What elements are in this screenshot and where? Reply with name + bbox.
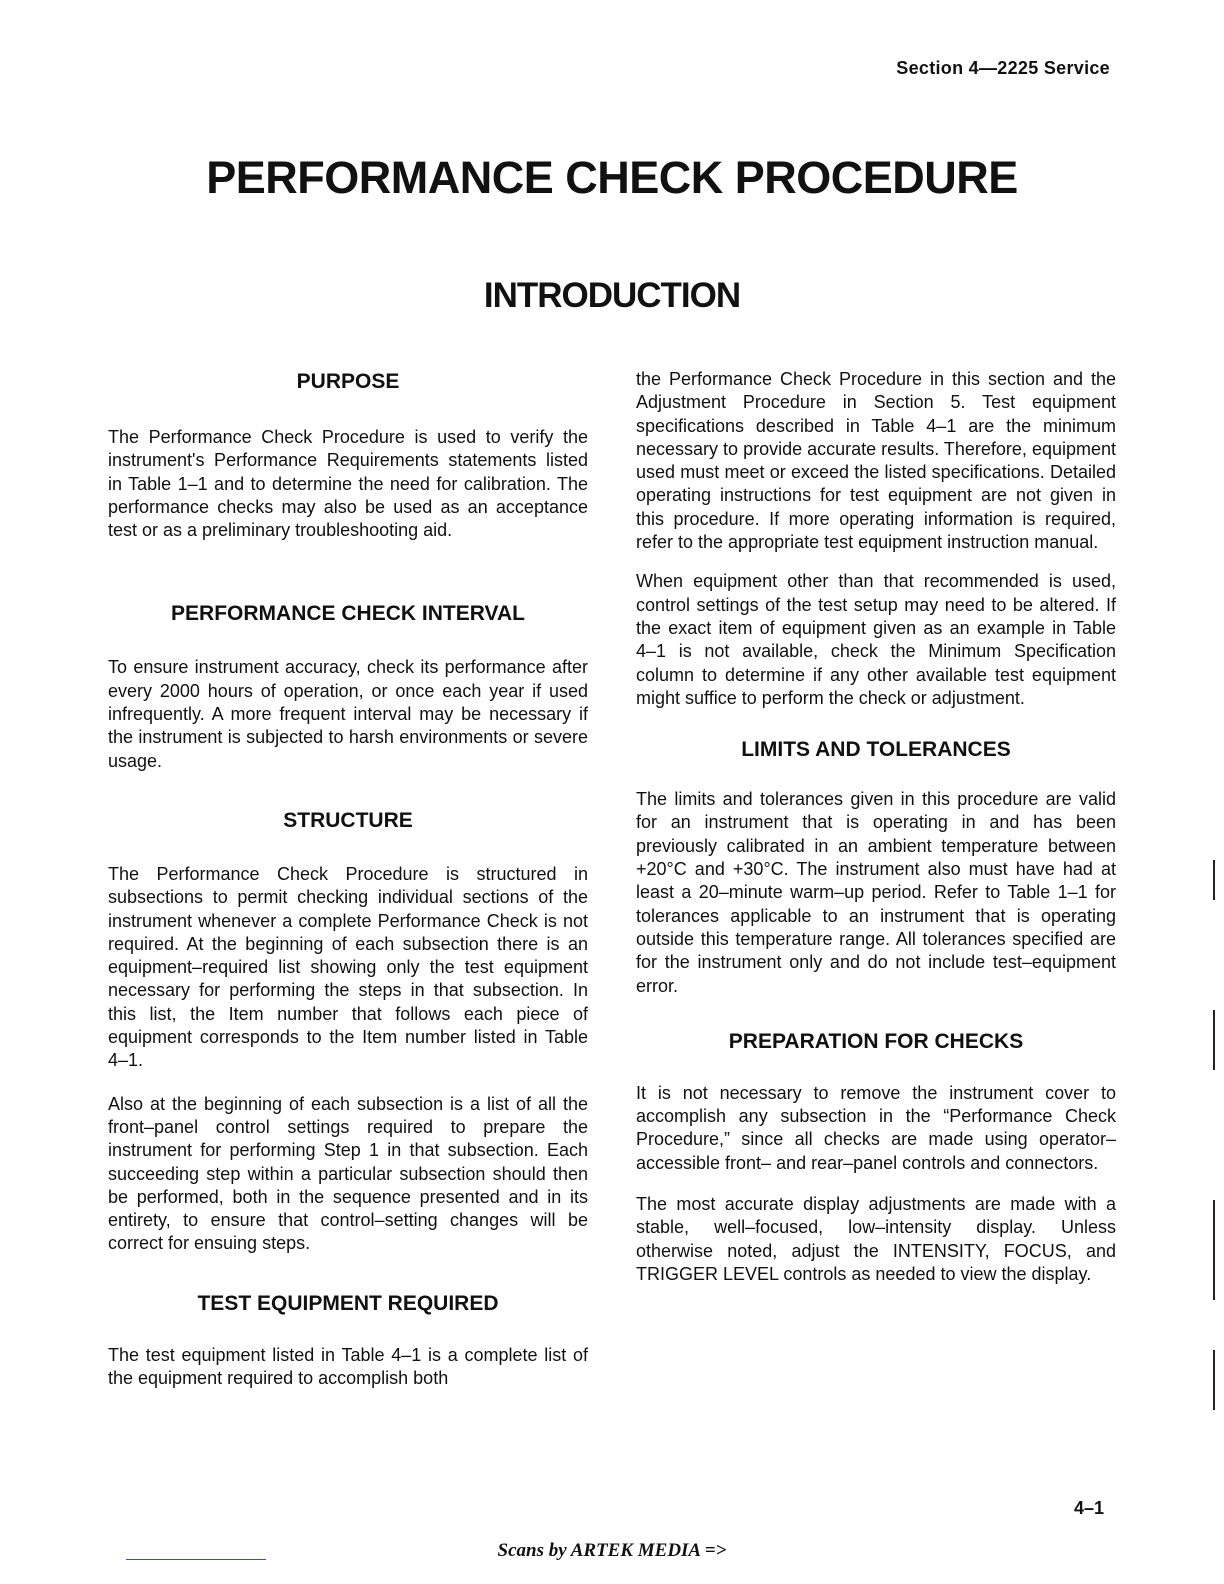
- scan-edge-mark: [1213, 1350, 1215, 1410]
- right-paragraph-1: the Performance Check Procedure in this section and the Adjustment Procedure in Section 5. Test equipment specifications described in Table 4–1 are the minimum necessary to provide accurate results. Therefore, equipment used must meet or exceed the listed specifications. Detailed operating instructions for test equipment are not given in this procedure. If more operating information is required, refer to the appropriate test equipment instruction manual.: [636, 369, 1116, 553]
- preparation-paragraph-2: The most accurate display adjustments are made with a stable, well–focused, low–intensity display. Unless otherwise noted, adjust the INTENSITY, FOCUS, and TRIGGER LEVEL controls as needed to view the display.: [636, 1194, 1116, 1284]
- limits-heading: LIMITS AND TOLERANCES: [741, 738, 1011, 762]
- section-title: INTRODUCTION: [483, 276, 741, 315]
- limits-paragraph: The limits and tolerances given in this procedure are valid for an instrument that is operating in and has been previously calibrated in an ambient temperature between +20°C and +30°C. The instrument also must have had at least a 20–minute warm–up period. Refer to Table 1–1 for tolerances applicable to an instrument that is operating outside this temperature range. All tolerances specified are for the instrument only and do not include test–equipment error.: [636, 789, 1116, 996]
- scan-credit: Scans by ARTEK MEDIA =>: [497, 1540, 727, 1561]
- scan-edge-mark: [1213, 1200, 1215, 1300]
- structure-paragraph-2: Also at the beginning of each subsection is a list of all the front–panel control settings required to prepare the instrument for performing Step 1 in that subsection. Each succeeding step within a particular subsection should then be performed, both in the sequence presented and in its entirety, to ensure that control–setting changes will be correct for ensuing steps.: [108, 1093, 588, 1254]
- scan-edge-mark: [1213, 1010, 1215, 1070]
- interval-heading: PERFORMANCE CHECK INTERVAL: [171, 602, 525, 626]
- running-header: Section 4—2225 Service: [896, 58, 1110, 78]
- footer-underline: [126, 1559, 266, 1560]
- structure-heading: STRUCTURE: [283, 808, 413, 832]
- page-number: 4–1: [1073, 1498, 1104, 1518]
- test-equipment-paragraph: The test equipment listed in Table 4–1 is a complete list of the equipment required to accomplish both: [108, 1344, 588, 1389]
- test-equipment-heading: TEST EQUIPMENT REQUIRED: [197, 1291, 499, 1315]
- purpose-heading: PURPOSE: [296, 370, 400, 393]
- scan-edge-mark: [1213, 860, 1215, 900]
- right-column: [636, 368, 1116, 1286]
- preparation-heading: PREPARATION FOR CHECKS: [728, 1029, 1024, 1053]
- preparation-paragraph-1: It is not necessary to remove the instrument cover to accomplish any subsection in the “Performance Check Procedure,” since all checks are made using operator–accessible front– and rear–panel controls and connectors.: [636, 1082, 1116, 1173]
- right-paragraph-2: When equipment other than that recommended is used, control settings of the test setup may need to be altered. If the exact item of equipment given as an example in Table 4–1 is not available, check the Minimum Specification column to determine if any other available test equipment might suffice to perform the check or adjustment.: [636, 571, 1116, 708]
- structure-paragraph-1: The Performance Check Procedure is structured in subsections to permit checking individual sections of the instrument whenever a complete Performance Check is not required. At the beginning of each subsection there is an equipment–required list showing only the test equipment necessary for performing the steps in that subsection. In this list, the Item number that follows each piece of equipment corresponds to the Item number listed in Table 4–1.: [108, 863, 588, 1071]
- interval-paragraph: To ensure instrument accuracy, check its performance after every 2000 hours of operation, or once each year if used infrequently. A more frequent interval may be necessary if the instrument is subjected to harsh environments or severe usage.: [108, 657, 588, 771]
- page-title: PERFORMANCE CHECK PROCEDURE: [206, 152, 1018, 203]
- left-column: [108, 368, 588, 1390]
- purpose-paragraph: The Performance Check Procedure is used to verify the instrument's Performance Requirements statements listed in Table 1–1 and to determine the need for calibration. The performance checks may also be used as an acceptance test or as a preliminary troubleshooting aid.: [108, 427, 588, 541]
